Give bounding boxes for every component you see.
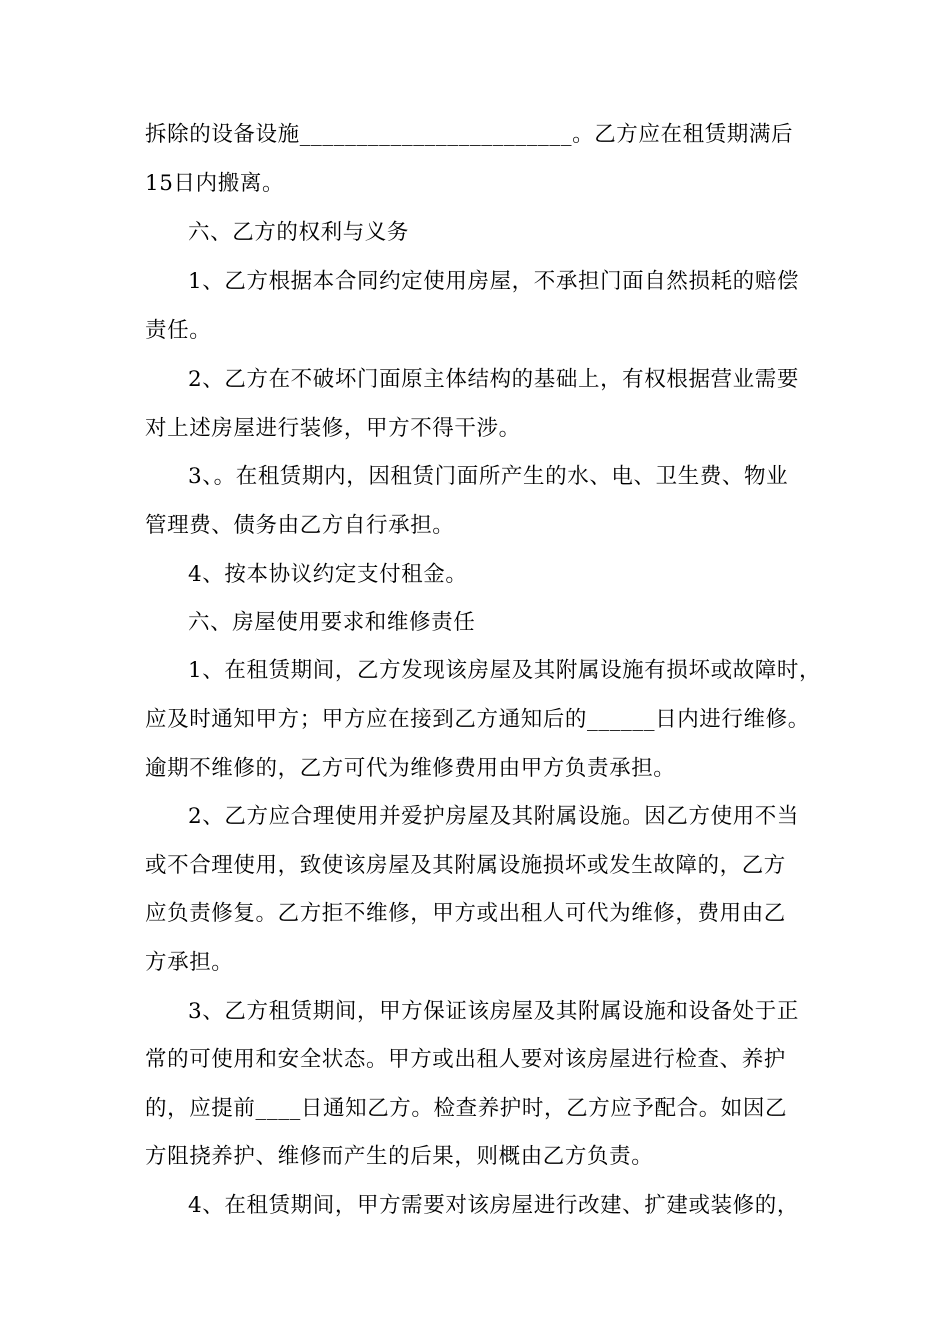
text-line: 对上述房屋进行装修，甲方不得干涉。 [145, 416, 521, 441]
text-line: 应及时通知甲方；甲方应在接到乙方通知后的______日内进行维修。 [145, 707, 810, 732]
text-line: 2、乙方应合理使用并爱护房屋及其附属设施。因乙方使用不当 [188, 804, 799, 829]
text-line: 3、。在租赁期内，因租赁门面所产生的水、电、卫生费、物业 [188, 464, 789, 489]
text-line: 1、乙方根据本合同约定使用房屋，不承担门面自然损耗的赔偿 [188, 269, 799, 294]
text-line: 逾期不维修的，乙方可代为维修费用由甲方负责承担。 [145, 756, 676, 781]
section-heading: 六、乙方的权利与义务 [188, 220, 410, 245]
text-line: 拆除的设备设施________________________。乙方应在租赁期满后 [145, 122, 794, 147]
text-line: 方承担。 [145, 950, 234, 975]
text-line: 4、按本协议约定支付租金。 [188, 562, 468, 587]
text-line: 管理费、债务由乙方自行承担。 [145, 513, 455, 538]
text-line: 或不合理使用，致使该房屋及其附属设施损坏或发生故障的，乙方 [145, 853, 786, 878]
text-line: 1、在租赁期间，乙方发现该房屋及其附属设施有损坏或故障时， [188, 658, 822, 683]
text-line: 应负责修复。乙方拒不维修，甲方或出租人可代为维修，费用由乙 [145, 901, 786, 926]
text-line: 15日内搬离。 [145, 171, 285, 196]
text-line: 4、在租赁期间，甲方需要对该房屋进行改建、扩建或装修的， [188, 1193, 799, 1218]
text-line: 的，应提前____日通知乙方。检查养护时，乙方应予配合。如因乙 [145, 1096, 788, 1121]
section-heading: 六、房屋使用要求和维修责任 [188, 610, 476, 635]
text-line: 方阻挠养护、维修而产生的后果，则概由乙方负责。 [145, 1144, 654, 1169]
text-line: 3、乙方租赁期间，甲方保证该房屋及其附属设施和设备处于正 [188, 999, 799, 1024]
text-line: 责任。 [145, 318, 212, 343]
text-line: 2、乙方在不破坏门面原主体结构的基础上，有权根据营业需要 [188, 367, 799, 392]
text-line: 常的可使用和安全状态。甲方或出租人要对该房屋进行检查、养护 [145, 1047, 786, 1072]
